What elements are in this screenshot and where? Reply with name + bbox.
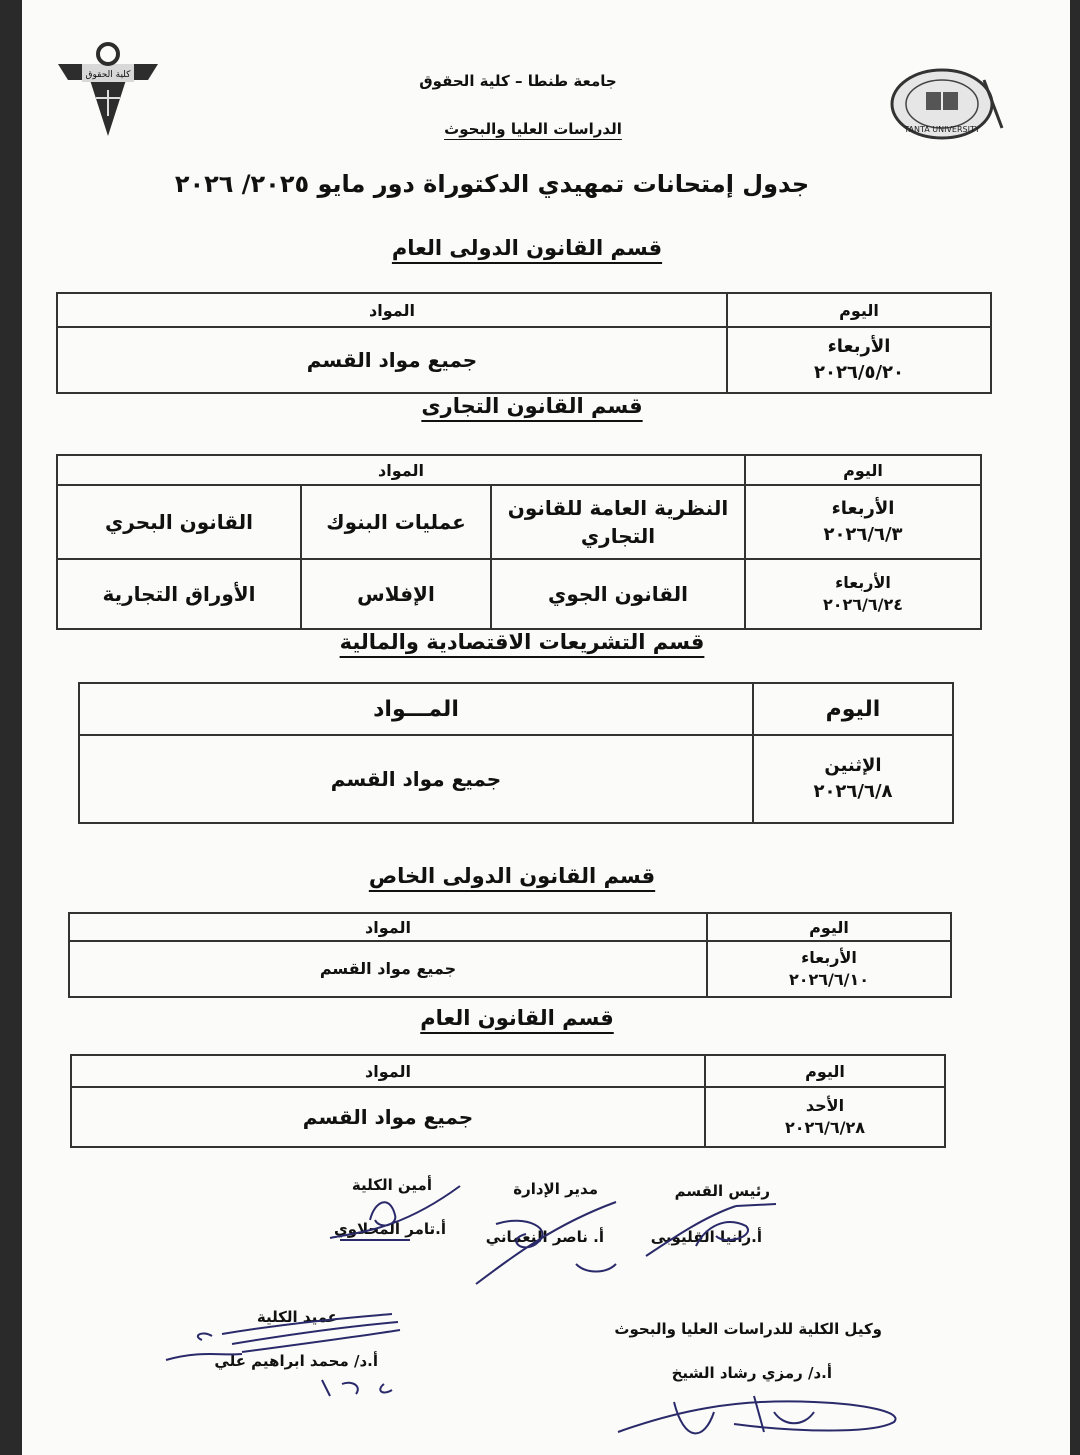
- vice-dean-name: أ.د/ رمزي رشاد الشيخ: [671, 1364, 832, 1382]
- university-seal-text: TANTA UNIVERSITY: [904, 125, 980, 134]
- subject-cell: عمليات البنوك: [301, 485, 491, 559]
- document-page: [22, 0, 1070, 1455]
- day-cell: [727, 327, 991, 393]
- day-cell: [745, 485, 981, 559]
- exam-date: ٢٠٢٦/٦/٣: [823, 524, 903, 545]
- faculty-logo-text: كلية الحقوق: [85, 70, 131, 80]
- section-title-public-international: قسم القانون الدولى العام: [391, 236, 663, 260]
- secretary-name: أ.تامر المحلاوي: [333, 1220, 446, 1238]
- table-private-international: [68, 912, 952, 998]
- day-cell: [707, 941, 951, 997]
- day-cell: [705, 1087, 945, 1147]
- subjects-header: المواد: [71, 1055, 705, 1087]
- subjects-header: المواد: [57, 293, 727, 327]
- day-name: الأربعاء: [801, 948, 857, 967]
- day-header: اليوم: [727, 293, 991, 327]
- subjects-header: المواد: [69, 913, 707, 941]
- day-cell: [745, 559, 981, 629]
- table-public-international: [56, 292, 992, 394]
- subject-cell: جميع مواد القسم: [69, 941, 707, 997]
- day-header: اليوم: [707, 913, 951, 941]
- dean-name: أ.د/ محمد ابراهيم علي: [214, 1352, 378, 1370]
- exam-date: ٢٠٢٦/٦/٢٨: [784, 1118, 866, 1137]
- table-economic-legislation: [78, 682, 954, 824]
- director-name: أ. ناصر النعماني: [485, 1228, 604, 1246]
- subject-cell: القانون الجوي: [491, 559, 745, 629]
- unit-line: الدراسات العليا والبحوث: [444, 120, 622, 138]
- table-public-law: [70, 1054, 946, 1148]
- section-title-private-international: قسم القانون الدولى الخاص: [368, 864, 656, 888]
- day-name: الأربعاء: [835, 573, 891, 592]
- table-commercial: [56, 454, 982, 630]
- day-cell: [753, 735, 953, 823]
- exam-date: ٢٠٢٦/٦/٢٤: [822, 595, 904, 614]
- subject-cell: جميع مواد القسم: [79, 735, 753, 823]
- subject-cell: الأوراق التجارية: [57, 559, 301, 629]
- section-title-public-law: قسم القانون العام: [420, 1006, 614, 1030]
- secretary-signature: [320, 1180, 470, 1250]
- day-header: اليوم: [753, 683, 953, 735]
- vice-dean-title: وكيل الكلية للدراسات العليا والبحوث: [614, 1320, 882, 1338]
- head-name: أ.رانيا القليوبى: [650, 1228, 762, 1246]
- secretary-title: أمين الكلية: [351, 1176, 432, 1194]
- head-signature: [636, 1196, 786, 1266]
- subject-cell: جميع مواد القسم: [57, 327, 727, 393]
- day-name: الإثنين: [824, 755, 882, 776]
- subject-cell: النظرية العامة للقانون التجاري: [491, 485, 745, 559]
- dean-title: عميد الكلية: [256, 1308, 338, 1326]
- day-header: اليوم: [705, 1055, 945, 1087]
- exam-date: ٢٠٢٦/٦/٨: [813, 781, 893, 802]
- university-seal: [888, 66, 1004, 142]
- subject-cell: القانون البحري: [57, 485, 301, 559]
- university-line: جامعة طنطا – كلية الحقوق: [419, 72, 617, 90]
- vice-dean-signature: [614, 1382, 914, 1448]
- subjects-header: المواد: [57, 455, 745, 485]
- day-name: الأحد: [805, 1096, 845, 1115]
- subject-cell: جميع مواد القسم: [71, 1087, 705, 1147]
- section-title-economic-legislation: قسم التشريعات الاقتصادية والمالية: [339, 630, 705, 654]
- director-title: مدير الإدارة: [513, 1180, 598, 1198]
- faculty-logo: [56, 42, 160, 140]
- exam-date: ٢٠٢٦/٥/٢٠: [813, 362, 905, 383]
- subject-cell: الإفلاس: [301, 559, 491, 629]
- day-header: اليوم: [745, 455, 981, 485]
- head-title: رئيس القسم: [674, 1182, 770, 1200]
- section-title-commercial: قسم القانون التجارى: [421, 394, 643, 418]
- day-name: الأربعاء: [831, 498, 895, 519]
- page-title: جدول إمتحانات تمهيدي الدكتوراة دور مايو ٢٠٢٥/ ٢٠٢٦: [174, 170, 810, 198]
- subjects-header: المـــواد: [79, 683, 753, 735]
- director-signature: [466, 1194, 636, 1290]
- day-name: الأربعاء: [827, 336, 891, 357]
- exam-date: ٢٠٢٦/٦/١٠: [788, 970, 870, 989]
- dean-signature: [162, 1300, 402, 1400]
